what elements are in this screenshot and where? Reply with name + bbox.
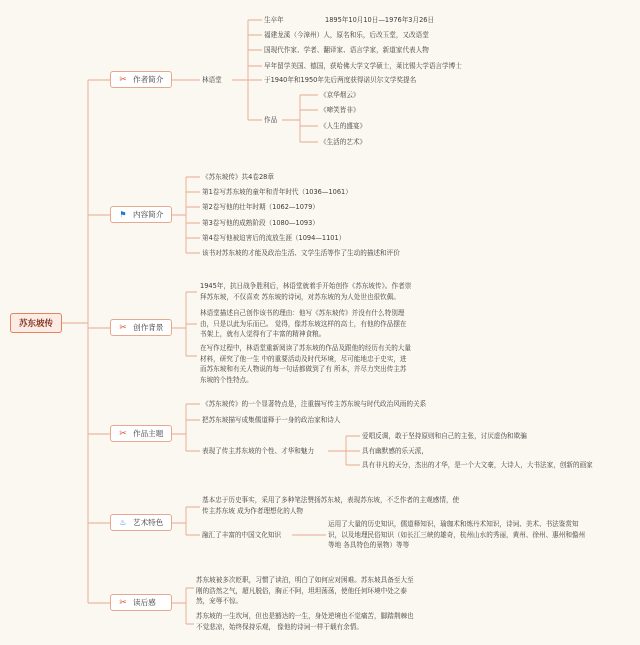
tools-icon: ✂: [119, 322, 127, 333]
work-item[interactable]: 《啼笑皆非》: [320, 106, 360, 114]
flag-icon: ⚑: [119, 209, 127, 219]
review-paragraph[interactable]: 苏东坡的一生坎坷，但也是豁达的一生，身处逆境也不觉痛苦，脚踏荆棘也不觉悲凉，始终保持乐观， 像他的诗词一样干载有余情。: [196, 612, 414, 631]
node-theme-label: 作品主题: [133, 429, 164, 438]
personality-label[interactable]: 表现了传主苏东坡的个性、才华和魅力: [202, 447, 315, 455]
personality-item[interactable]: 具有幽默感的乐天派，: [362, 447, 428, 455]
background-paragraph[interactable]: 林语堂描述自己创作该书的理由：他写《苏东坡传》并没有什么特别理由，只是以此为乐而已。 觉得，像苏东坡这样的高士，有他的作品摆在书架上，就有人觉得有了丰富的精神食粮。: [200, 309, 407, 339]
node-theme[interactable]: [110, 425, 172, 442]
author-item[interactable]: 国现代作家、学者、翻译家、语言学家，新道家代表人物: [264, 46, 429, 54]
intro-item[interactable]: 第3卷写他的成熟阶段（1080—1093）: [202, 219, 319, 227]
flame-icon: ♨: [119, 517, 127, 527]
personality-item[interactable]: 爱唱反调，敢于坚持原则和自己的主张，讨厌虚伪和欺骗: [362, 432, 527, 440]
author-item[interactable]: 早年留学美国、德国，获哈佛大学文学硕士，莱比锡大学语言学博士: [264, 62, 462, 70]
art-item[interactable]: 基本忠于历史事实，采用了多种笔法赞扬苏东坡，表现苏东坡，不乏作者的主观感情，使传主苏东坡 成为作者理想化的人物: [202, 496, 460, 515]
work-item[interactable]: 《生活的艺术》: [320, 138, 367, 146]
node-intro[interactable]: [110, 206, 172, 223]
node-intro-label: 内容简介: [133, 210, 164, 219]
node-background-label: 创作背景: [133, 323, 164, 332]
intro-item[interactable]: 第2卷写他的壮年时期（1062—1079）: [202, 203, 319, 211]
works-label[interactable]: 作品: [264, 116, 278, 124]
tools-icon: ✂: [119, 597, 127, 608]
node-review-label: 读后感: [133, 598, 156, 607]
theme-item[interactable]: 把苏东坡描写成集儒道释于一身的政治家和诗人: [202, 416, 341, 424]
intro-item[interactable]: 第1卷写苏东坡的童年和青年时代（1036—1061）: [202, 188, 352, 196]
background-paragraph[interactable]: 在写作过程中，林语堂重新阅读了苏东坡的作品及跟他的经历有关的大量材料，研究了他一生 中的重要活动及时代环境，尽可能地忠于史实，进而苏东坡和有关人物说的每一句话都做到了有 所本，并尽力突出传主苏东坡的个性特点。: [200, 344, 411, 384]
root-label: 苏东坡传: [18, 319, 53, 329]
tools-icon: ✂: [119, 74, 127, 85]
culture-label[interactable]: 融汇了丰富的中国文化知识: [202, 531, 282, 539]
node-background[interactable]: [110, 319, 172, 336]
node-art[interactable]: [110, 514, 172, 531]
tools-icon: ✂: [119, 428, 127, 439]
intro-item[interactable]: 《苏东坡传》共4卷28章: [202, 173, 274, 181]
lifespan-value[interactable]: 1895年10月10日—1976年3月26日: [325, 16, 435, 24]
background-paragraph[interactable]: 1945年，抗日战争胜利后，林语堂就着手开始创作《苏东坡传》。作者崇拜苏东坡，不仅喜欢 苏东坡的诗词，对苏东坡的为人处世也很钦佩。: [200, 282, 412, 301]
theme-item[interactable]: 《苏东坡传》的一个显著特点是，注重描写传主苏东坡与时代政治风雨的关系: [202, 400, 427, 408]
personality-item[interactable]: 具有非凡的天分，杰出的才华，是一个大文豪，大诗人，大书法家，创新的画家: [362, 461, 593, 469]
intro-item[interactable]: 第4卷写他被迫害后的流放生涯（1094—1101）: [202, 234, 346, 242]
node-review[interactable]: [110, 594, 172, 611]
node-art-label: 艺术特色: [133, 518, 164, 527]
author-item[interactable]: 福建龙溪（今漳州）人，原名和乐，后改玉堂，又改语堂: [264, 31, 429, 39]
node-author-label: 作者简介: [133, 75, 164, 84]
lifespan-label[interactable]: 生卒年: [264, 16, 284, 24]
intro-item[interactable]: 该书对苏东坡的才能及政治生活、文学生活等作了生动的描述和评价: [202, 249, 400, 257]
work-item[interactable]: 《京华烟云》: [320, 91, 360, 99]
root-node[interactable]: [10, 313, 62, 333]
author-item[interactable]: 于1940年和1950年先后两度获得诺贝尔文学奖提名: [264, 76, 417, 84]
author-name[interactable]: 林语堂: [202, 76, 222, 84]
culture-text[interactable]: 运用了大量的历史知识，儒道释知识，瑜珈术和炼丹术知识，诗词、美术、书法鉴赏知识，以及地理民俗知识（如长江三峡的雄奇，杭州山水的秀丽，黄州、徐州、惠州和儋州等地 各具特色的景物）等等: [328, 520, 586, 550]
review-paragraph[interactable]: 苏东坡被多次贬职，习惯了读泊，明白了如何应对困难。苏东坡具备至大至刚的浩然之气，超凡脱俗，胸正不阿，坦坦荡荡，使他任何环境中处之泰然，宠辱不惊。: [196, 576, 414, 606]
work-item[interactable]: 《人生的盛宴》: [320, 122, 367, 130]
node-author[interactable]: [110, 71, 172, 88]
